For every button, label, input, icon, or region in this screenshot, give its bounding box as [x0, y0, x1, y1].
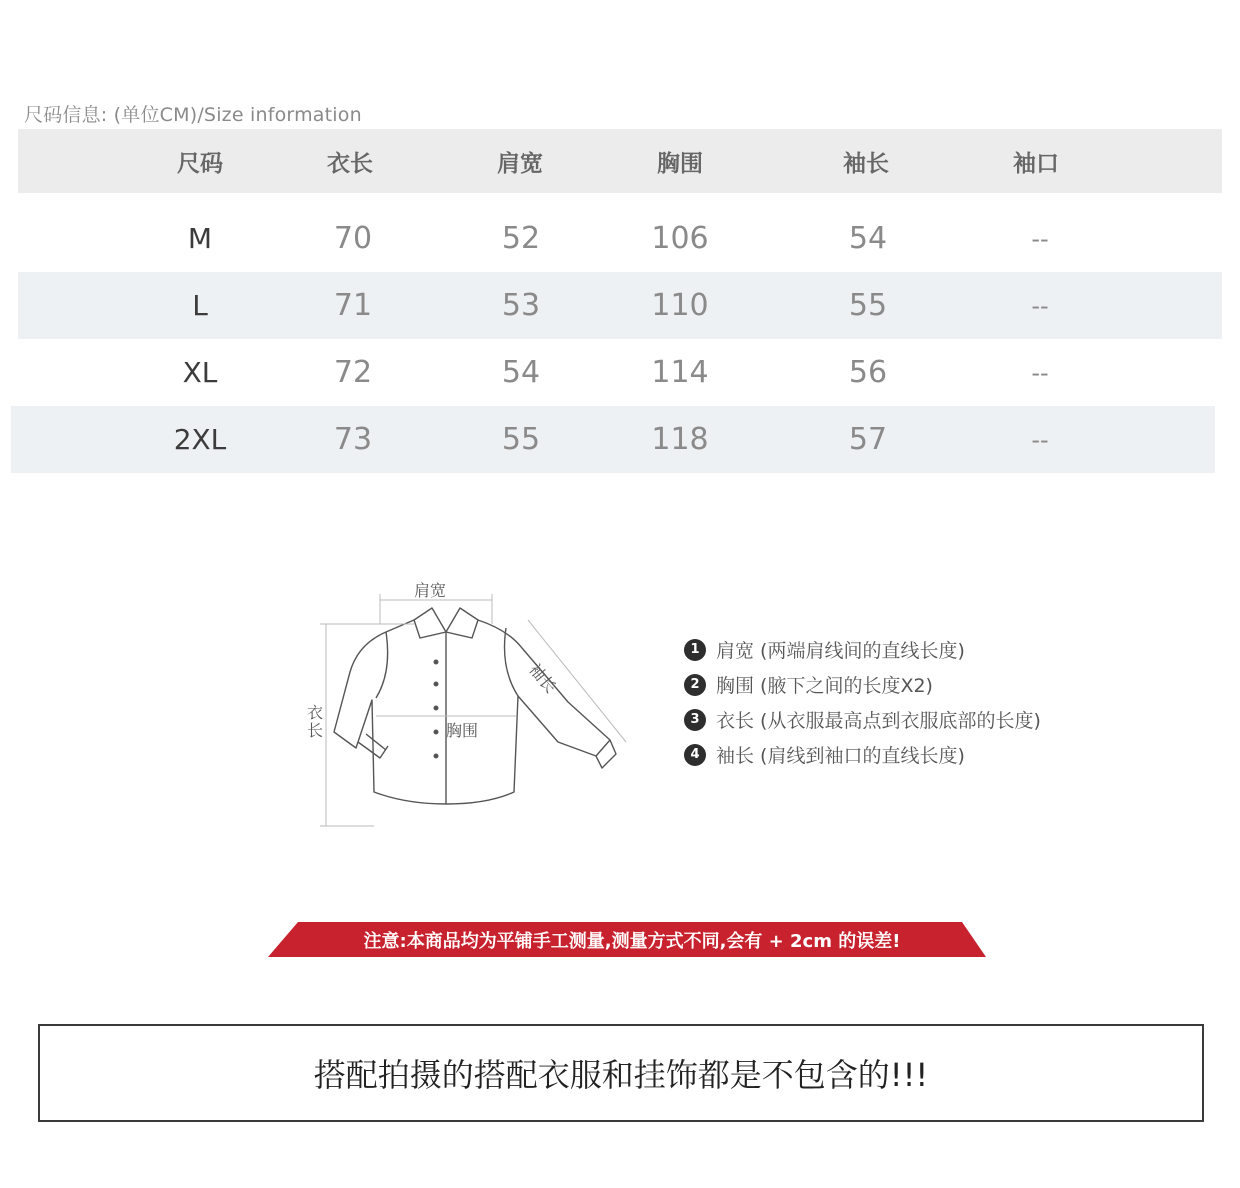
cell-length: 70: [333, 221, 373, 256]
legend-text: 胸围 (腋下之间的长度X2): [716, 675, 933, 697]
header-length: 衣长: [327, 150, 373, 177]
cell-shoulder: 53: [501, 288, 541, 323]
label-length: 衣长: [307, 703, 324, 740]
measurement-notice-banner: [268, 922, 986, 957]
legend-text: 衣长 (从衣服最高点到衣服底部的长度): [716, 710, 1041, 732]
cell-cuff: --: [1031, 358, 1049, 387]
legend-number-badge: 4: [684, 744, 706, 766]
cell-sleeve: 55: [848, 288, 888, 323]
cell-chest: 110: [651, 288, 709, 323]
cell-cuff: --: [1031, 425, 1049, 454]
measurement-legend: [684, 632, 1041, 772]
cell-cuff: --: [1031, 291, 1049, 320]
label-sleeve: 袖长: [525, 659, 561, 697]
cell-length: 73: [333, 422, 373, 457]
legend-text: 袖长 (肩线到袖口的直线长度): [716, 745, 965, 767]
cell-sleeve: 54: [848, 221, 888, 256]
shirt-icon: [296, 572, 646, 842]
cell-chest: 106: [651, 221, 709, 256]
legend-number-badge: 3: [684, 709, 706, 731]
table-row: [18, 205, 1222, 272]
legend-number-badge: 2: [684, 674, 706, 696]
accessories-disclaimer: 搭配拍摄的搭配衣服和挂饰都是不包含的!!!: [38, 1024, 1204, 1122]
header-size: 尺码: [177, 150, 223, 177]
legend-item: [684, 737, 1041, 772]
header-sleeve: 袖长: [843, 150, 889, 177]
cell-sleeve: 56: [848, 355, 888, 390]
cell-chest: 118: [651, 422, 709, 457]
notice-text: 注意:本商品均为平铺手工测量,测量方式不同,会有 + 2cm 的误差!: [363, 930, 901, 952]
cell-size: M: [187, 222, 213, 255]
table-row: [18, 272, 1222, 339]
legend-number-badge: 1: [684, 639, 706, 661]
cell-shoulder: 52: [501, 221, 541, 256]
legend-item: [684, 667, 1041, 702]
label-shoulder: 肩宽: [414, 581, 447, 600]
cell-cuff: --: [1031, 224, 1049, 253]
cell-shoulder: 54: [501, 355, 541, 390]
cell-shoulder: 55: [501, 422, 541, 457]
header-chest: 胸围: [657, 150, 703, 177]
table-row: [11, 406, 1215, 473]
legend-text: 肩宽 (两端肩线间的直线长度): [716, 640, 965, 662]
legend-item: [684, 632, 1041, 667]
size-table: [18, 129, 1222, 473]
cell-size: XL: [182, 356, 218, 389]
label-chest: 胸围: [446, 721, 479, 740]
shirt-measurement-diagram: [296, 572, 646, 842]
size-info-caption: 尺码信息: (单位CM)/Size information: [24, 104, 362, 126]
table-header: [18, 129, 1222, 193]
cell-chest: 114: [651, 355, 709, 390]
legend-item: [684, 702, 1041, 737]
cell-sleeve: 57: [848, 422, 888, 457]
header-shoulder: 肩宽: [497, 150, 543, 177]
cell-size: 2XL: [173, 423, 227, 456]
table-row: [18, 339, 1222, 406]
cell-length: 72: [333, 355, 373, 390]
header-cuff: 袖口: [1013, 150, 1059, 177]
cell-length: 71: [333, 288, 373, 323]
cell-size: L: [192, 289, 208, 322]
